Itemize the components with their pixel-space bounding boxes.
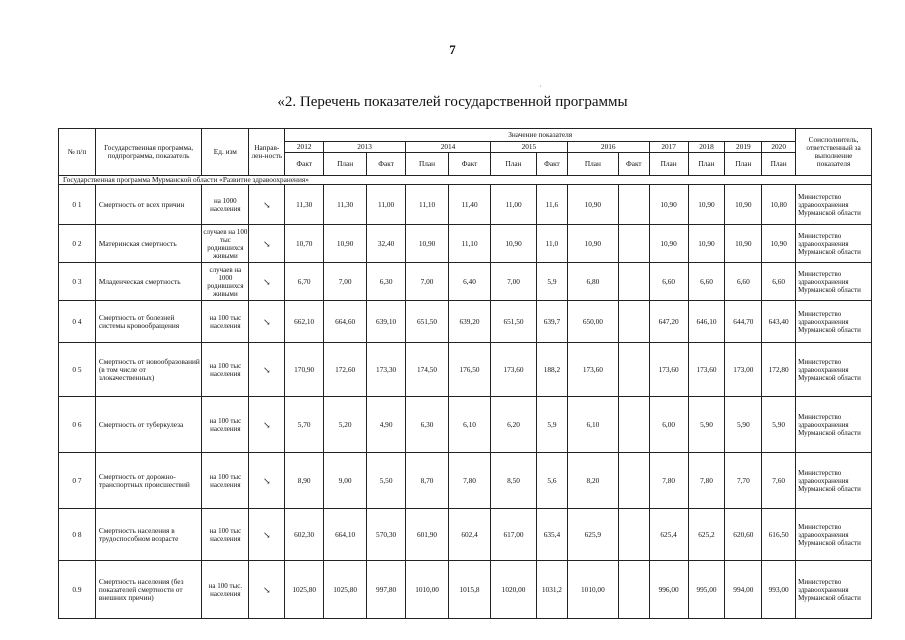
value-cell: 1015,8 — [449, 561, 491, 619]
indicator-name: Смертность населения в трудоспособном возрасте — [95, 509, 201, 561]
value-cell: 11,30 — [285, 185, 324, 225]
subcol-header: Факт — [537, 153, 568, 176]
value-cell: 6,00 — [649, 397, 688, 453]
subcol-header: Факт — [449, 153, 491, 176]
value-cell — [618, 343, 649, 397]
value-cell — [618, 225, 649, 263]
value-cell: 6,60 — [762, 263, 796, 301]
value-cell: 639,20 — [449, 301, 491, 343]
value-cell: 7,80 — [688, 453, 725, 509]
indicator-name: Материнская смертность — [95, 225, 201, 263]
value-cell: 11,30 — [324, 185, 367, 225]
value-cell: 1020,00 — [491, 561, 537, 619]
subcol-header: Факт — [367, 153, 406, 176]
subcol-header: План — [324, 153, 367, 176]
unit-cell: на 100 тыс населения — [202, 397, 249, 453]
executor-cell: Министерство здравоохранения Мурманской области — [796, 561, 872, 619]
value-cell: 11,0 — [537, 225, 568, 263]
row-number: 0 6 — [59, 397, 96, 453]
value-cell: 602,4 — [449, 509, 491, 561]
value-cell — [618, 263, 649, 301]
executor-cell: Министерство здравоохранения Мурманской области — [796, 343, 872, 397]
year-header: 2017 — [649, 142, 688, 153]
value-cell: 646,10 — [688, 301, 725, 343]
value-cell: 616,50 — [762, 509, 796, 561]
row-number: 0 5 — [59, 343, 96, 397]
header-num: № п/п — [59, 129, 96, 176]
direction-arrow-icon: ↘ — [249, 509, 285, 561]
value-cell: 6,60 — [649, 263, 688, 301]
value-cell — [618, 301, 649, 343]
value-cell: 995,00 — [688, 561, 725, 619]
value-cell: 10,90 — [649, 185, 688, 225]
value-cell: 664,10 — [324, 509, 367, 561]
value-cell: 601,90 — [406, 509, 449, 561]
value-cell: 173,60 — [688, 343, 725, 397]
value-cell: 7,00 — [324, 263, 367, 301]
value-cell: 32,40 — [367, 225, 406, 263]
value-cell: 602,30 — [285, 509, 324, 561]
unit-cell: на 100 тыс населения — [202, 301, 249, 343]
value-cell: 996,00 — [649, 561, 688, 619]
executor-cell: Министерство здравоохранения Мурманской области — [796, 397, 872, 453]
direction-arrow-icon: ↘ — [249, 561, 285, 619]
value-cell: 173,60 — [649, 343, 688, 397]
executor-cell: Министерство здравоохранения Мурманской области — [796, 301, 872, 343]
value-cell: 635,4 — [537, 509, 568, 561]
header-direction: Направ-лен-ность — [249, 129, 285, 176]
value-cell: 5,50 — [367, 453, 406, 509]
value-cell: 651,50 — [491, 301, 537, 343]
value-cell: 5,9 — [537, 263, 568, 301]
subcol-header: План — [725, 153, 762, 176]
page-number: 7 — [449, 42, 456, 57]
unit-cell: на 100 тыс населения — [202, 343, 249, 397]
unit-cell: случаев на 100 тыс родившихся живыми — [202, 225, 249, 263]
unit-cell: на 100 тыс. населения — [202, 561, 249, 619]
value-cell: 5,9 — [537, 397, 568, 453]
header-executor: Соисполнитель, ответственный за выполнение показателя — [796, 129, 872, 176]
value-cell: 173,60 — [491, 343, 537, 397]
value-cell: 6,40 — [449, 263, 491, 301]
value-cell: 5,6 — [537, 453, 568, 509]
value-cell: 5,90 — [725, 397, 762, 453]
year-header: 2019 — [725, 142, 762, 153]
value-cell — [618, 185, 649, 225]
value-cell: 662,10 — [285, 301, 324, 343]
value-cell: 6,70 — [285, 263, 324, 301]
row-number: 0 2 — [59, 225, 96, 263]
value-cell: 625,9 — [567, 509, 618, 561]
value-cell: 10,90 — [762, 225, 796, 263]
value-cell — [618, 509, 649, 561]
year-header: 2014 — [406, 142, 491, 153]
unit-cell: на 1000 населения — [202, 185, 249, 225]
value-cell: 173,60 — [567, 343, 618, 397]
header-unit: Ед. изм — [202, 129, 249, 176]
value-cell: 625,2 — [688, 509, 725, 561]
table-row — [59, 225, 872, 263]
row-number: 0 7 — [59, 453, 96, 509]
value-cell: 620,60 — [725, 509, 762, 561]
row-number: 0 3 — [59, 263, 96, 301]
value-cell: 6,10 — [449, 397, 491, 453]
subcol-header: План — [762, 153, 796, 176]
value-cell: 10,90 — [567, 225, 618, 263]
value-cell: 1031,2 — [537, 561, 568, 619]
value-cell: 7,80 — [649, 453, 688, 509]
table-row — [59, 301, 872, 343]
header-program: Государственная программа, подпрограмма, показатель — [95, 129, 201, 176]
direction-arrow-icon: ↘ — [249, 185, 285, 225]
value-cell: 7,80 — [449, 453, 491, 509]
indicator-name: Смертность от всех причин — [95, 185, 201, 225]
direction-arrow-icon: ↘ — [249, 301, 285, 343]
value-cell: 10,90 — [725, 185, 762, 225]
value-cell: 11,40 — [449, 185, 491, 225]
value-cell: 8,50 — [491, 453, 537, 509]
direction-arrow-icon: ↘ — [249, 453, 285, 509]
value-cell: 639,10 — [367, 301, 406, 343]
indicator-name: Младенческая смертность — [95, 263, 201, 301]
indicator-name: Смертность от болезней системы кровообращения — [95, 301, 201, 343]
value-cell: 5,90 — [688, 397, 725, 453]
value-cell: 188,2 — [537, 343, 568, 397]
row-number: 0 4 — [59, 301, 96, 343]
value-cell: 5,20 — [324, 397, 367, 453]
year-header: 2016 — [567, 142, 649, 153]
value-cell: 11,00 — [491, 185, 537, 225]
value-cell: 173,00 — [725, 343, 762, 397]
value-cell: 650,00 — [567, 301, 618, 343]
year-header: 2018 — [688, 142, 725, 153]
value-cell: 639,7 — [537, 301, 568, 343]
direction-arrow-icon: ↘ — [249, 263, 285, 301]
direction-arrow-icon: ↘ — [249, 343, 285, 397]
executor-cell: Министерство здравоохранения Мурманской области — [796, 263, 872, 301]
subcol-header: План — [688, 153, 725, 176]
page-title: «2. Перечень показателей государственной программы — [277, 94, 628, 110]
value-cell: 644,70 — [725, 301, 762, 343]
year-header: 2020 — [762, 142, 796, 153]
executor-cell: Министерство здравоохранения Мурманской области — [796, 185, 872, 225]
value-cell: 7,70 — [725, 453, 762, 509]
table-row — [59, 453, 872, 509]
value-cell: 647,20 — [649, 301, 688, 343]
program-row: Государственная программа Мурманской области «Развитие здравоохранения» — [59, 176, 872, 185]
value-cell: 172,80 — [762, 343, 796, 397]
value-cell: 8,20 — [567, 453, 618, 509]
scan-dot: · — [539, 82, 542, 91]
value-cell: 1025,80 — [285, 561, 324, 619]
table-row — [59, 263, 872, 301]
value-cell — [618, 397, 649, 453]
value-cell: 11,00 — [367, 185, 406, 225]
value-cell: 6,30 — [367, 263, 406, 301]
value-cell: 10,90 — [567, 185, 618, 225]
subcol-header: План — [567, 153, 618, 176]
executor-cell: Министерство здравоохранения Мурманской области — [796, 509, 872, 561]
value-cell: 11,10 — [406, 185, 449, 225]
value-cell: 7,00 — [406, 263, 449, 301]
executor-cell: Министерство здравоохранения Мурманской области — [796, 453, 872, 509]
direction-arrow-icon: ↘ — [249, 397, 285, 453]
indicators-table — [58, 128, 872, 619]
value-cell: 9,00 — [324, 453, 367, 509]
year-header: 2013 — [324, 142, 406, 153]
unit-cell: на 100 тыс населения — [202, 509, 249, 561]
value-cell: 617,00 — [491, 509, 537, 561]
indicator-name: Смертность населения (без показателей смертности от внешних причин) — [95, 561, 201, 619]
value-cell: 7,00 — [491, 263, 537, 301]
value-cell: 6,60 — [725, 263, 762, 301]
year-header: 2015 — [491, 142, 568, 153]
value-cell: 10,80 — [762, 185, 796, 225]
value-cell: 8,70 — [406, 453, 449, 509]
table-row — [59, 343, 872, 397]
value-cell: 8,90 — [285, 453, 324, 509]
subcol-header: План — [406, 153, 449, 176]
value-cell: 11,10 — [449, 225, 491, 263]
value-cell: 10,70 — [285, 225, 324, 263]
value-cell: 6,30 — [406, 397, 449, 453]
value-cell: 10,90 — [688, 185, 725, 225]
row-number: 0 1 — [59, 185, 96, 225]
value-cell — [618, 561, 649, 619]
value-cell: 176,50 — [449, 343, 491, 397]
value-cell: 10,90 — [406, 225, 449, 263]
value-cell: 5,90 — [762, 397, 796, 453]
value-cell: 174,50 — [406, 343, 449, 397]
indicator-name: Смертность от новообразований (в том числе от злокачественных) — [95, 343, 201, 397]
value-cell: 6,80 — [567, 263, 618, 301]
value-cell: 993,00 — [762, 561, 796, 619]
row-number: 0 8 — [59, 509, 96, 561]
unit-cell: на 100 тыс населения — [202, 453, 249, 509]
executor-cell: Министерство здравоохранения Мурманской области — [796, 225, 872, 263]
value-cell: 664,60 — [324, 301, 367, 343]
value-cell — [618, 453, 649, 509]
value-cell: 6,20 — [491, 397, 537, 453]
value-cell: 10,90 — [649, 225, 688, 263]
value-cell: 625,4 — [649, 509, 688, 561]
indicator-name: Смертность от дорожно-транспортных происшествий — [95, 453, 201, 509]
value-cell: 651,50 — [406, 301, 449, 343]
value-cell: 994,00 — [725, 561, 762, 619]
value-cell: 10,90 — [491, 225, 537, 263]
year-header: 2012 — [285, 142, 324, 153]
subcol-header: Факт — [618, 153, 649, 176]
value-cell: 10,90 — [725, 225, 762, 263]
value-cell: 7,60 — [762, 453, 796, 509]
value-cell: 10,90 — [688, 225, 725, 263]
value-cell: 643,40 — [762, 301, 796, 343]
value-cell: 1025,80 — [324, 561, 367, 619]
subcol-header: Факт — [285, 153, 324, 176]
value-cell: 1010,00 — [406, 561, 449, 619]
table-row — [59, 509, 872, 561]
value-cell: 10,90 — [324, 225, 367, 263]
table-row — [59, 561, 872, 619]
value-cell: 1010,00 — [567, 561, 618, 619]
value-cell: 173,30 — [367, 343, 406, 397]
subcol-header: План — [491, 153, 537, 176]
value-cell: 997,80 — [367, 561, 406, 619]
indicator-name: Смертность от туберкулеза — [95, 397, 201, 453]
table-row — [59, 185, 872, 225]
header-value: Значение показателя — [285, 129, 796, 142]
subcol-header: План — [649, 153, 688, 176]
direction-arrow-icon: ↘ — [249, 225, 285, 263]
value-cell: 170,90 — [285, 343, 324, 397]
value-cell: 6,60 — [688, 263, 725, 301]
value-cell: 5,70 — [285, 397, 324, 453]
row-number: 0.9 — [59, 561, 96, 619]
value-cell: 6,10 — [567, 397, 618, 453]
table-row — [59, 397, 872, 453]
value-cell: 4,90 — [367, 397, 406, 453]
value-cell: 172,60 — [324, 343, 367, 397]
unit-cell: случаев на 1000 родившихся живыми — [202, 263, 249, 301]
value-cell: 11,6 — [537, 185, 568, 225]
value-cell: 570,30 — [367, 509, 406, 561]
